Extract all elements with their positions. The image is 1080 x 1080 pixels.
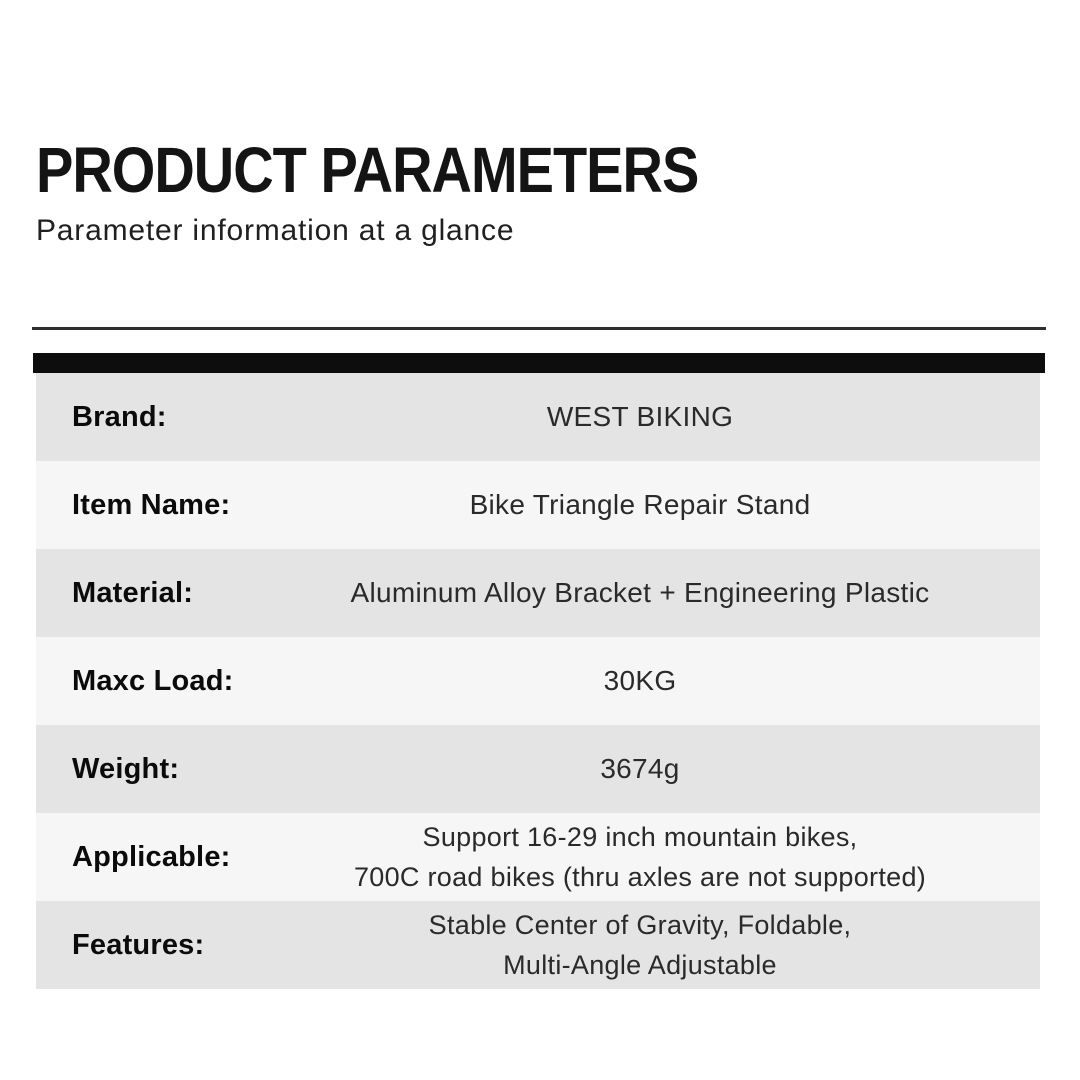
- row-label: Applicable:: [72, 840, 231, 873]
- row-value: [240, 905, 1040, 985]
- table-row-item-name: [36, 461, 1040, 549]
- table-row-features: [36, 901, 1040, 989]
- row-label: Weight:: [72, 752, 180, 785]
- row-value-line1: 3674g: [600, 753, 680, 784]
- table-top-bar: [33, 353, 1045, 373]
- page-title: PRODUCT PARAMETERS: [36, 133, 699, 206]
- row-value: [240, 485, 1040, 525]
- page-subtitle: Parameter information at a glance: [36, 214, 515, 247]
- row-value-line2: 700C road bikes (thru axles are not supported): [353, 862, 927, 892]
- row-label: Item Name:: [72, 488, 231, 521]
- row-value: [240, 397, 1040, 437]
- row-value: [240, 661, 1040, 701]
- row-label: Material:: [72, 576, 194, 609]
- table-row-max-load: [36, 637, 1040, 725]
- row-value-line1: 30KG: [603, 665, 677, 696]
- row-value: [240, 749, 1040, 789]
- table-row-applicable: [36, 813, 1040, 901]
- table-row-brand: [36, 373, 1040, 461]
- row-label: Features:: [72, 928, 205, 961]
- row-label: Brand:: [72, 400, 167, 433]
- row-value-line2: Multi-Angle Adjustable: [503, 950, 777, 980]
- row-value-line1: Bike Triangle Repair Stand: [469, 489, 811, 520]
- row-value: [240, 573, 1040, 613]
- row-label: Maxc Load:: [72, 664, 234, 697]
- parameters-table: [36, 373, 1040, 989]
- row-value: [240, 817, 1040, 897]
- row-value-line1: Support 16-29 inch mountain bikes,: [422, 822, 858, 852]
- row-value-line1: Stable Center of Gravity, Foldable,: [428, 910, 852, 940]
- row-value-line1: WEST BIKING: [546, 401, 734, 432]
- table-row-weight: [36, 725, 1040, 813]
- table-row-material: [36, 549, 1040, 637]
- divider-line: [32, 327, 1046, 330]
- row-value-line1: Aluminum Alloy Bracket + Engineering Plastic: [350, 577, 930, 608]
